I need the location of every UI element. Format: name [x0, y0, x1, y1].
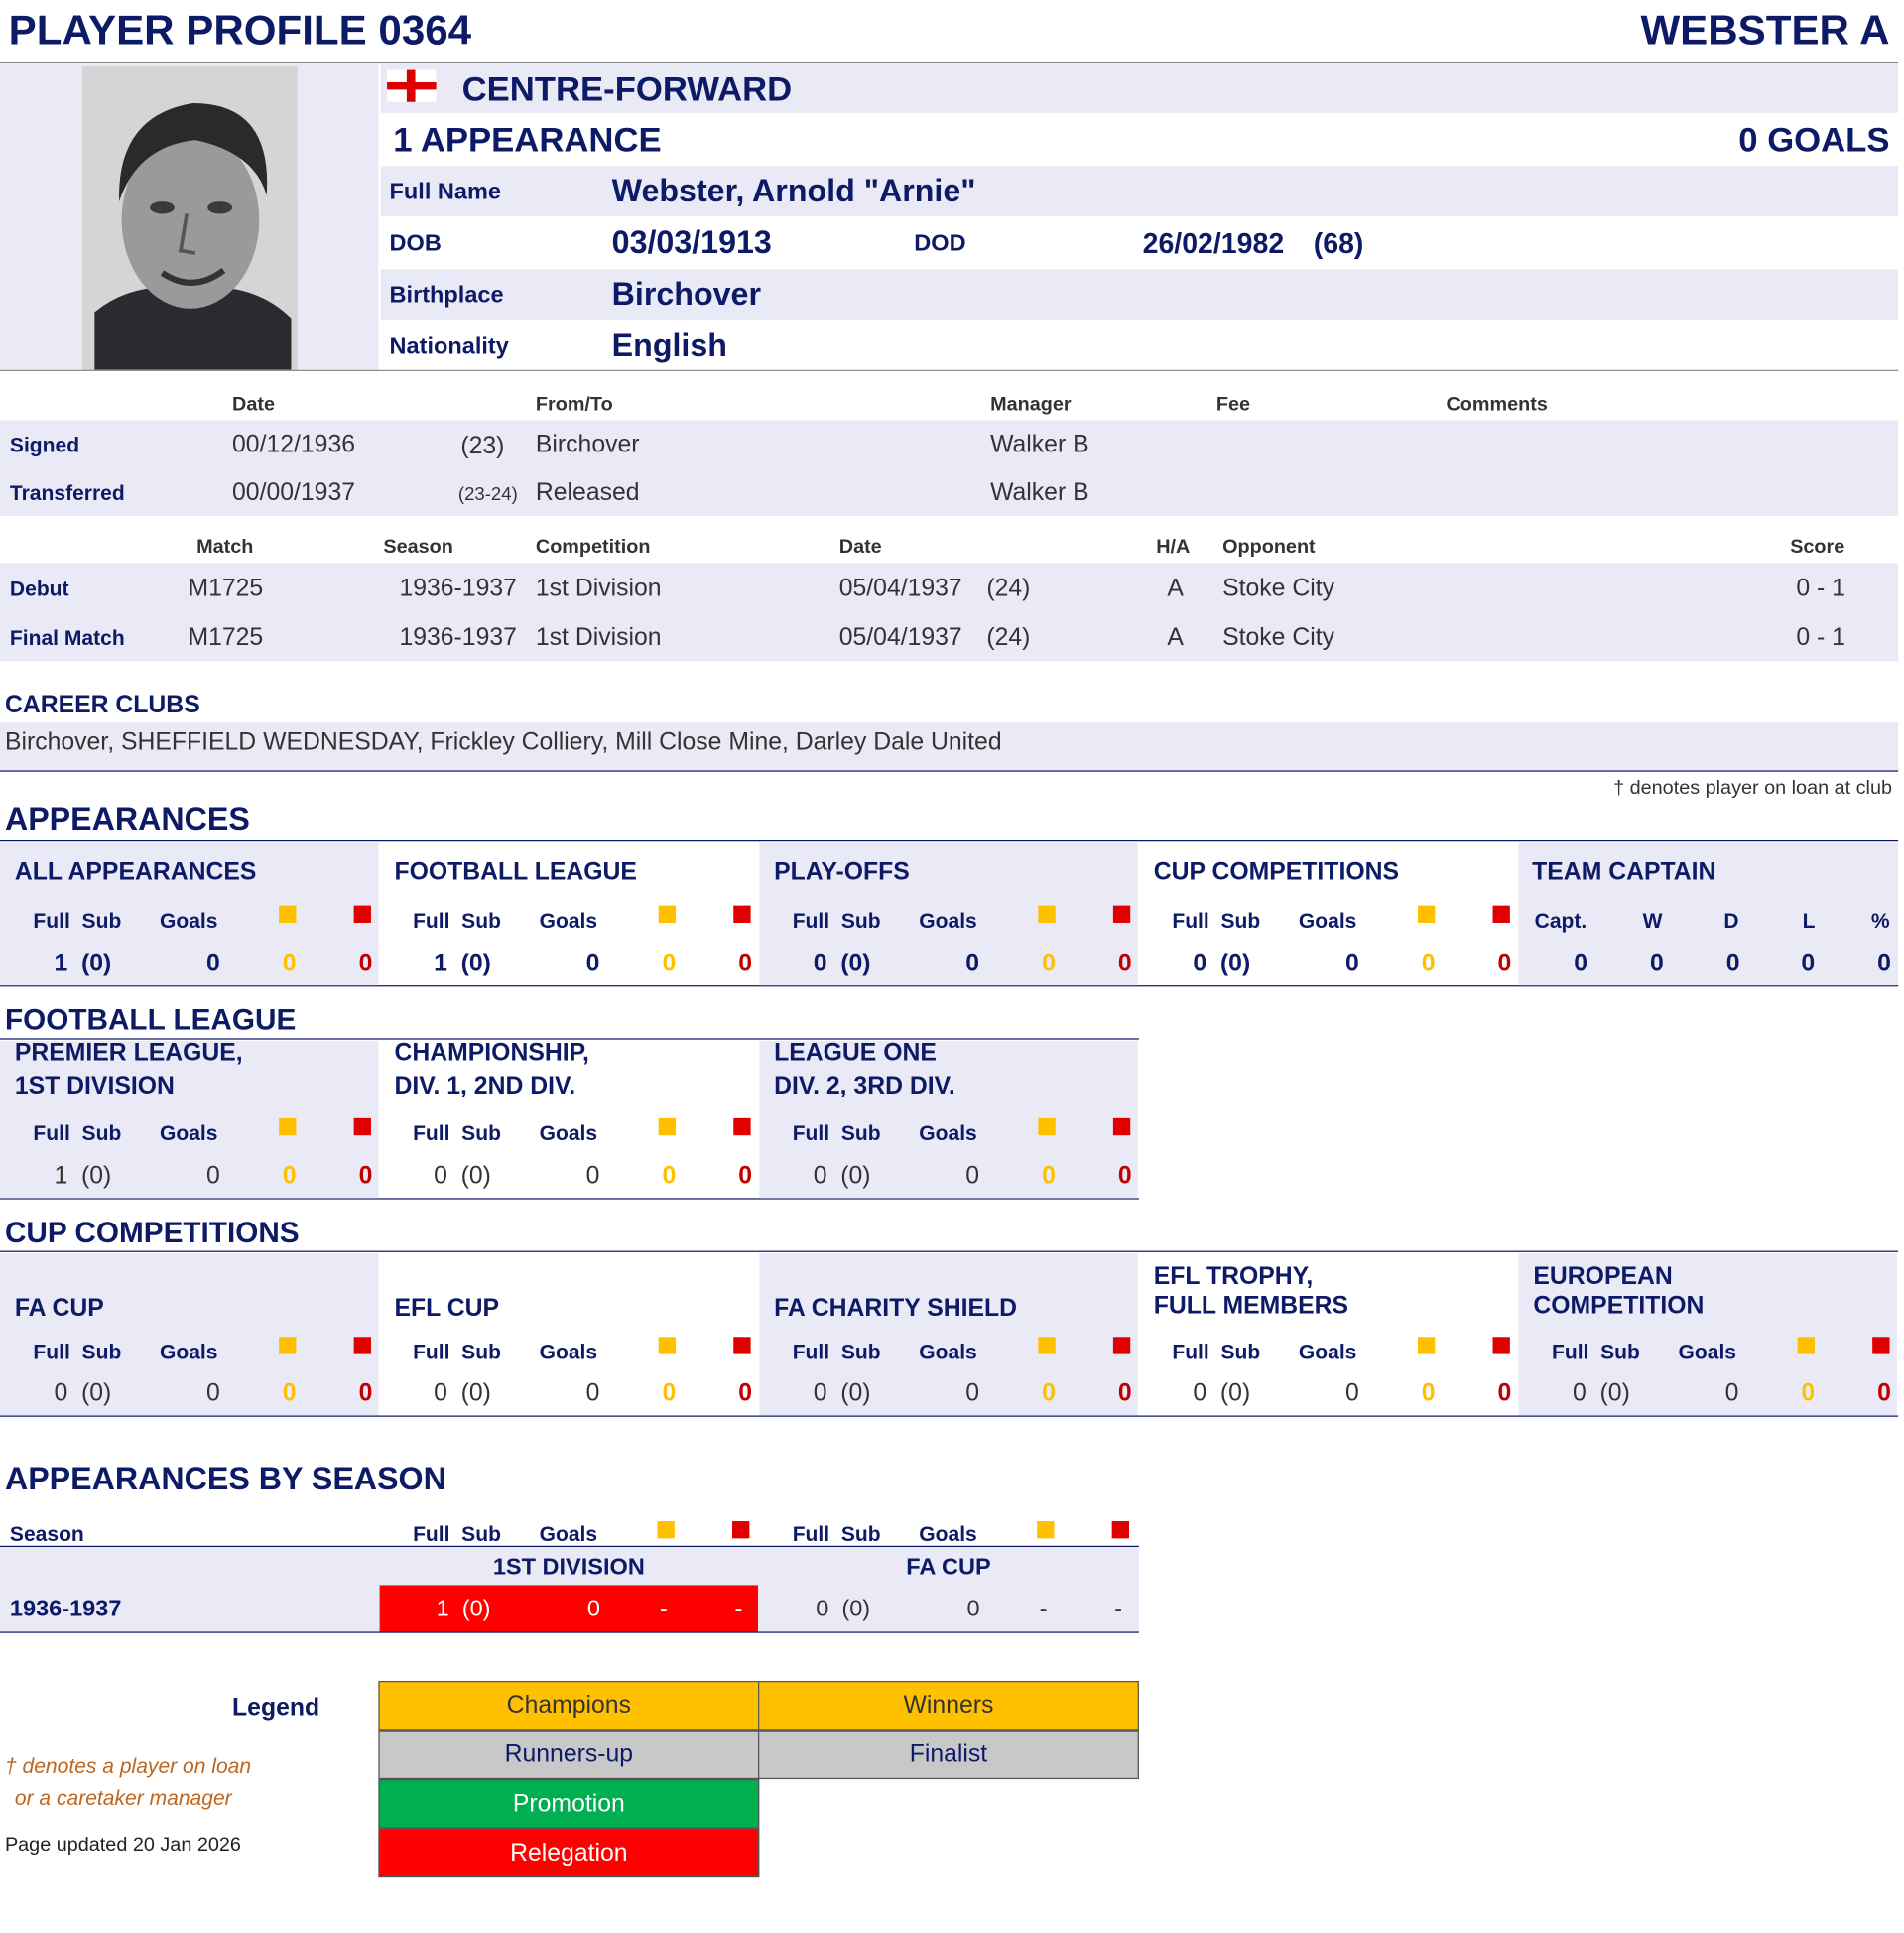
captain-w-header: W: [1642, 909, 1663, 933]
cup-2-red-value: 0: [1117, 1379, 1132, 1407]
captain-d-value: 0: [1725, 950, 1740, 977]
debut-match: M1725: [188, 575, 264, 602]
fl-1-goals-value: 0: [585, 1162, 600, 1190]
appearances-0-title: ALL APPEARANCES: [14, 858, 257, 886]
competition-header: Competition: [535, 537, 651, 559]
signed-label: Signed: [9, 434, 80, 457]
nationality-value: English: [611, 326, 727, 364]
legend-runners-up: Runners-up: [378, 1731, 759, 1780]
appearances-3-fullsub-value: 0 (0): [1193, 950, 1251, 977]
red-card-icon: [1493, 906, 1510, 923]
player-short-name: WEBSTER A: [1640, 7, 1890, 55]
captain-capt-header: Capt.: [1534, 909, 1587, 933]
full-name-value: Webster, Arnold "Arnie": [611, 172, 976, 209]
fl-2-yellow-value: 0: [1042, 1162, 1056, 1190]
appearances-1-yellow-value: 0: [662, 950, 677, 977]
cup-0-fullsub-header: Full Sub: [33, 1340, 122, 1364]
cup-1-red-value: 0: [738, 1379, 752, 1407]
appearances-1-fullsub-value: 1 (0): [434, 950, 491, 977]
score-header: Score: [1790, 537, 1845, 559]
cup-3-red-value: 0: [1497, 1379, 1512, 1407]
transferred-date: 00/00/1937: [232, 478, 356, 507]
england-flag-icon: [387, 70, 437, 102]
cup-0-fullsub-value: 0 (0): [54, 1379, 112, 1407]
appearances-2-goals-value: 0: [965, 950, 980, 977]
final-match: M1725: [188, 624, 264, 652]
season-c1-goals: 0: [586, 1596, 601, 1622]
appearances-0-yellow-value: 0: [282, 950, 297, 977]
legend-finalist: Finalist: [758, 1731, 1139, 1780]
cup-competitions-title: CUP COMPETITIONS: [4, 1216, 300, 1250]
captain-l-value: 0: [1801, 950, 1816, 977]
cup-1-fullsub-header: Full Sub: [413, 1340, 501, 1364]
debut-score: 0 - 1: [1796, 575, 1845, 602]
signed-age: (23): [460, 432, 505, 460]
by-season-title: APPEARANCES BY SEASON: [4, 1460, 446, 1497]
fl-0-fullsub-header: Full Sub: [33, 1121, 122, 1146]
final-opponent: Stoke City: [1222, 624, 1334, 652]
season-header: Season: [383, 537, 453, 559]
cup-2-goals-value: 0: [965, 1379, 980, 1407]
fl-1-red-value: 0: [738, 1162, 752, 1190]
player-position: CENTRE-FORWARD: [461, 69, 793, 108]
yellow-card-icon: [1038, 906, 1055, 923]
match-header: Match: [196, 537, 254, 559]
cup-2-fullsub-header: Full Sub: [792, 1340, 881, 1364]
season-goals-header-2: Goals: [919, 1522, 977, 1546]
captain-pct-value: 0: [1877, 950, 1891, 977]
legend-title: Legend: [232, 1694, 320, 1722]
appearances-1-fullsub-header: Full Sub: [413, 909, 501, 933]
cup-3-fullsub-header: Full Sub: [1172, 1340, 1261, 1364]
appearances-1-red-value: 0: [738, 950, 752, 977]
cup-0-yellow-value: 0: [282, 1379, 297, 1407]
birthplace-label: Birthplace: [389, 282, 504, 309]
transferred-age: (23-24): [457, 483, 518, 505]
fl-1-title: DIV. 1, 2ND DIV.: [394, 1073, 576, 1100]
fl-2-red-value: 0: [1117, 1162, 1132, 1190]
debut-competition: 1st Division: [535, 575, 662, 602]
yellow-card-icon: [659, 1337, 676, 1353]
fl-2-title: LEAGUE ONE: [774, 1039, 937, 1067]
debut-season: 1936-1937: [399, 575, 517, 602]
final-score: 0 - 1: [1796, 624, 1845, 652]
cup-4-fullsub-header: Full Sub: [1551, 1340, 1640, 1364]
cup-2-fullsub-value: 0 (0): [813, 1379, 871, 1407]
appearances-0-goals-value: 0: [206, 950, 220, 977]
transfer-fee-header: Fee: [1215, 394, 1251, 416]
cup-4-red-value: 0: [1877, 1379, 1891, 1407]
debut-opponent: Stoke City: [1222, 575, 1334, 602]
cup-0-red-value: 0: [358, 1379, 373, 1407]
final-date: 05/04/1937: [838, 624, 962, 652]
cup-3-title: EFL TROPHY,: [1153, 1262, 1314, 1291]
cup-4-title: COMPETITION: [1533, 1292, 1705, 1320]
dob-value: 03/03/1913: [611, 223, 772, 261]
appearances-3-goals-value: 0: [1344, 950, 1359, 977]
cup-3-yellow-value: 0: [1421, 1379, 1436, 1407]
season-comp-1: 1ST DIVISION: [492, 1554, 645, 1581]
career-clubs-list: Birchover, SHEFFIELD WEDNESDAY, Frickley Colliery, Mill Close Mine, Darley Dale United: [4, 728, 1002, 756]
season-comp-2: FA CUP: [906, 1554, 991, 1581]
season-c1-fullsub: 1 (0): [436, 1596, 491, 1622]
season-fullsub-header-1: Full Sub: [413, 1522, 501, 1546]
cup-1-title: EFL CUP: [394, 1295, 500, 1323]
yellow-card-icon: [1798, 1337, 1815, 1353]
appearances-0-red-value: 0: [358, 950, 373, 977]
debut-ha: A: [1167, 575, 1184, 602]
transferred-club: Released: [535, 478, 640, 507]
fl-2-goals-value: 0: [965, 1162, 980, 1190]
fl-1-fullsub-header: Full Sub: [413, 1121, 501, 1146]
season-c2-goals: 0: [966, 1596, 980, 1622]
appearances-3-goals-header: Goals: [1298, 909, 1357, 933]
signed-manager: Walker B: [990, 431, 1089, 458]
debut-age: (24): [986, 575, 1031, 602]
legend-promotion: Promotion: [378, 1779, 759, 1829]
appearances-2-fullsub-header: Full Sub: [792, 909, 881, 933]
appearances-2-fullsub-value: 0 (0): [813, 950, 871, 977]
team-captain-title: TEAM CAPTAIN: [1532, 858, 1716, 886]
cup-1-goals-header: Goals: [539, 1340, 598, 1364]
birthplace-value: Birchover: [611, 275, 761, 313]
captain-l-header: L: [1802, 909, 1816, 933]
appearances-title: APPEARANCES: [4, 800, 250, 838]
captain-w-value: 0: [1650, 950, 1664, 977]
page-updated: Page updated 20 Jan 2026: [4, 1834, 241, 1856]
fl-0-fullsub-value: 1 (0): [54, 1162, 112, 1190]
final-match-label: Final Match: [9, 626, 125, 651]
yellow-card-icon: [1038, 1118, 1055, 1135]
final-competition: 1st Division: [535, 624, 662, 652]
ha-header: H/A: [1156, 537, 1191, 559]
dod-age: (68): [1313, 227, 1364, 260]
red-card-icon: [733, 1337, 750, 1353]
cup-1-fullsub-value: 0 (0): [434, 1379, 491, 1407]
red-card-icon: [354, 1337, 371, 1353]
cup-2-yellow-value: 0: [1042, 1379, 1056, 1407]
cup-2-goals-header: Goals: [919, 1340, 977, 1364]
appearances-1-goals-value: 0: [585, 950, 600, 977]
appearances-0-fullsub-header: Full Sub: [33, 909, 122, 933]
legend-note-2: or a caretaker manager: [14, 1786, 232, 1811]
cup-2-title: FA CHARITY SHIELD: [774, 1295, 1018, 1323]
red-card-icon: [1872, 1337, 1889, 1353]
cup-3-title: FULL MEMBERS: [1153, 1292, 1349, 1320]
appearances-3-title: CUP COMPETITIONS: [1153, 858, 1399, 886]
yellow-card-icon: [1418, 1337, 1435, 1353]
cup-4-title: EUROPEAN: [1533, 1262, 1673, 1291]
yellow-card-icon: [279, 1337, 296, 1353]
appearance-count: 1 APPEARANCE: [393, 120, 662, 159]
loan-note: † denotes player on loan at club: [1613, 777, 1892, 799]
cup-1-yellow-value: 0: [662, 1379, 677, 1407]
cup-4-yellow-value: 0: [1801, 1379, 1816, 1407]
fl-2-fullsub-value: 0 (0): [813, 1162, 871, 1190]
nationality-label: Nationality: [389, 333, 509, 360]
red-card-icon: [1112, 1521, 1129, 1538]
full-name-label: Full Name: [389, 179, 501, 205]
page-title: PLAYER PROFILE 0364: [8, 7, 472, 55]
cup-0-goals-value: 0: [206, 1379, 220, 1407]
transferred-label: Transferred: [9, 481, 125, 505]
fl-2-fullsub-header: Full Sub: [792, 1121, 881, 1146]
fl-0-goals-value: 0: [206, 1162, 220, 1190]
appearances-2-yellow-value: 0: [1042, 950, 1056, 977]
transfer-comments-header: Comments: [1446, 394, 1548, 416]
appearances-0-fullsub-value: 1 (0): [54, 950, 112, 977]
legend-winners: Winners: [758, 1681, 1139, 1731]
legend-champions: Champions: [378, 1681, 759, 1731]
dod-label: DOD: [914, 230, 966, 257]
dod-value: 26/02/1982: [1142, 227, 1285, 260]
appearances-2-title: PLAY-OFFS: [774, 858, 910, 886]
cup-3-goals-value: 0: [1344, 1379, 1359, 1407]
fl-1-goals-header: Goals: [539, 1121, 598, 1146]
signed-club: Birchover: [535, 431, 640, 458]
cup-3-goals-header: Goals: [1298, 1340, 1357, 1364]
season-row-label: 1936-1937: [9, 1596, 122, 1622]
appearances-0-goals-header: Goals: [159, 909, 218, 933]
yellow-card-icon: [279, 906, 296, 923]
yellow-card-icon: [279, 1118, 296, 1135]
cup-4-goals-header: Goals: [1678, 1340, 1737, 1364]
final-ha: A: [1167, 624, 1184, 652]
red-card-icon: [733, 1118, 750, 1135]
red-card-icon: [1113, 906, 1130, 923]
season-fullsub-header-2: Full Sub: [792, 1522, 881, 1546]
yellow-card-icon: [1418, 906, 1435, 923]
signed-date: 00/12/1936: [232, 431, 356, 458]
season-c2-red: -: [1114, 1596, 1122, 1622]
cup-4-goals-value: 0: [1724, 1379, 1739, 1407]
date-header: Date: [838, 537, 882, 559]
legend-note-1: † denotes a player on loan: [4, 1754, 252, 1778]
debut-label: Debut: [9, 578, 69, 601]
fl-0-red-value: 0: [358, 1162, 373, 1190]
debut-date: 05/04/1937: [838, 575, 962, 602]
fl-1-fullsub-value: 0 (0): [434, 1162, 491, 1190]
yellow-card-icon: [657, 1521, 674, 1538]
final-season: 1936-1937: [399, 624, 517, 652]
goal-count: 0 GOALS: [1738, 120, 1890, 159]
fl-2-goals-header: Goals: [919, 1121, 977, 1146]
transfer-fromto-header: From/To: [535, 394, 613, 416]
final-age: (24): [986, 624, 1031, 652]
transfer-manager-header: Manager: [990, 394, 1072, 416]
yellow-card-icon: [659, 906, 676, 923]
red-card-icon: [732, 1521, 749, 1538]
appearances-1-title: FOOTBALL LEAGUE: [394, 858, 637, 886]
red-card-icon: [354, 906, 371, 923]
cup-0-title: FA CUP: [14, 1295, 104, 1323]
season-c2-fullsub: 0 (0): [816, 1596, 871, 1622]
yellow-card-icon: [1038, 1337, 1055, 1353]
player-photo: [82, 66, 298, 370]
season-col-header: Season: [9, 1522, 84, 1546]
dob-label: DOB: [389, 230, 442, 257]
appearances-2-red-value: 0: [1117, 950, 1132, 977]
cup-4-fullsub-value: 0 (0): [1573, 1379, 1630, 1407]
opponent-header: Opponent: [1222, 537, 1316, 559]
yellow-card-icon: [659, 1118, 676, 1135]
cup-3-fullsub-value: 0 (0): [1193, 1379, 1251, 1407]
red-card-icon: [733, 906, 750, 923]
cup-1-goals-value: 0: [585, 1379, 600, 1407]
transferred-manager: Walker B: [990, 478, 1089, 507]
red-card-icon: [354, 1118, 371, 1135]
appearances-1-goals-header: Goals: [539, 909, 598, 933]
appearances-2-goals-header: Goals: [919, 909, 977, 933]
fl-0-title: PREMIER LEAGUE,: [14, 1039, 243, 1067]
fl-0-yellow-value: 0: [282, 1162, 297, 1190]
fl-0-title: 1ST DIVISION: [14, 1073, 175, 1100]
red-card-icon: [1113, 1118, 1130, 1135]
season-c1-yellow: -: [659, 1596, 668, 1622]
fl-0-goals-header: Goals: [159, 1121, 218, 1146]
yellow-card-icon: [1037, 1521, 1054, 1538]
season-c2-yellow: -: [1039, 1596, 1048, 1622]
appearances-3-red-value: 0: [1497, 950, 1512, 977]
captain-capt-value: 0: [1574, 950, 1588, 977]
captain-pct-header: %: [1870, 909, 1890, 933]
appearances-3-yellow-value: 0: [1421, 950, 1436, 977]
legend-relegation: Relegation: [378, 1829, 759, 1878]
season-goals-header-1: Goals: [539, 1522, 598, 1546]
fl-1-yellow-value: 0: [662, 1162, 677, 1190]
red-card-icon: [1493, 1337, 1510, 1353]
captain-d-header: D: [1723, 909, 1739, 933]
cup-0-goals-header: Goals: [159, 1340, 218, 1364]
season-c1-red: -: [734, 1596, 743, 1622]
transfer-date-header: Date: [232, 394, 275, 416]
fl-2-title: DIV. 2, 3RD DIV.: [774, 1073, 955, 1100]
appearances-3-fullsub-header: Full Sub: [1172, 909, 1261, 933]
football-league-title: FOOTBALL LEAGUE: [4, 1003, 297, 1038]
red-card-icon: [1113, 1337, 1130, 1353]
fl-1-title: CHAMPIONSHIP,: [394, 1039, 589, 1067]
career-clubs-title: CAREER CLUBS: [4, 692, 200, 719]
